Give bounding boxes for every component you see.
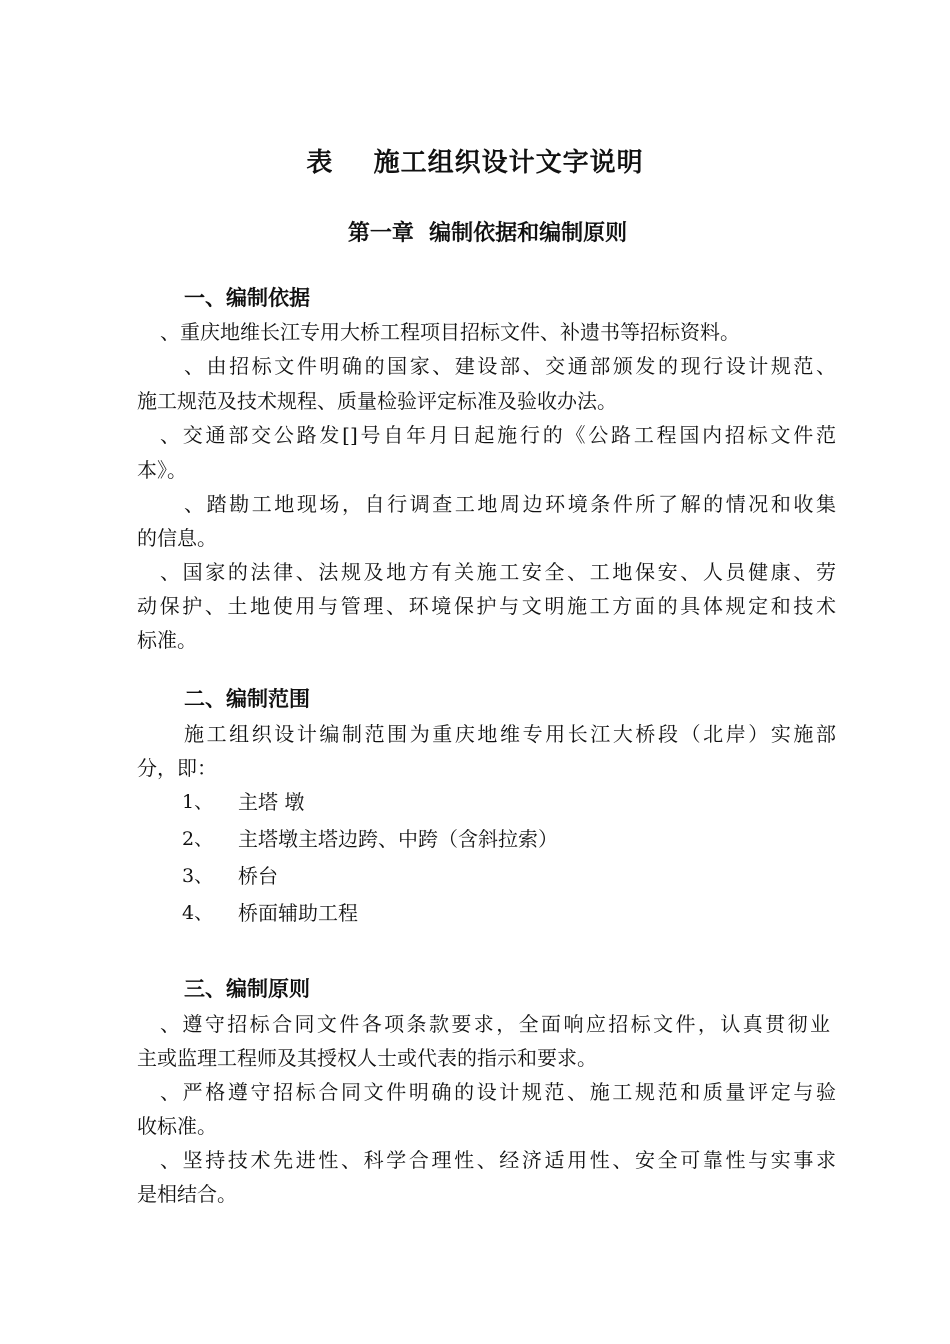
document-title: 表 施工组织设计文字说明 bbox=[306, 148, 644, 178]
section-heading-principles: 三、编制原则 bbox=[184, 976, 310, 1001]
scope-list-text: 桥台 bbox=[238, 864, 278, 888]
section-heading-basis: 一、编制依据 bbox=[184, 285, 310, 310]
scope-paragraph-line-1: 施工组织设计编制范围为重庆地维专用长江大桥段（北岸）实施部 bbox=[184, 722, 836, 746]
basis-paragraph-5-line-2: 动保护、土地使用与管理、环境保护与文明施工方面的具体规定和技术 bbox=[137, 594, 836, 618]
scope-list-number: 3、 bbox=[182, 865, 214, 887]
scope-paragraph-line-2: 分，即： bbox=[137, 756, 217, 780]
principles-paragraph-3-line-2: 是相结合。 bbox=[137, 1182, 237, 1206]
basis-paragraph-3-line-1: 、交通部交公路发[]号自年月日起施行的《公路工程国内招标文件范 bbox=[160, 423, 836, 447]
basis-paragraph-1-line-1: 、重庆地维长江专用大桥工程项目招标文件、补遗书等招标资料。 bbox=[160, 320, 740, 344]
principles-paragraph-1-line-2: 主或监理工程师及其授权人士或代表的指示和要求。 bbox=[137, 1046, 597, 1070]
principles-paragraph-3-line-1: 、坚持技术先进性、科学合理性、经济适用性、安全可靠性与实事求 bbox=[160, 1148, 836, 1172]
basis-paragraph-4-line-2: 的信息。 bbox=[137, 526, 217, 550]
chapter-heading: 第一章 编制依据和编制原则 bbox=[347, 220, 628, 246]
scope-list-number: 1、 bbox=[182, 791, 214, 813]
basis-paragraph-5-line-3: 标准。 bbox=[137, 628, 197, 652]
basis-paragraph-4-line-1: 、踏勘工地现场，自行调查工地周边环境条件所了解的情况和收集 bbox=[184, 492, 836, 516]
scope-list-number: 2、 bbox=[182, 828, 214, 850]
scope-list-text: 主塔墩主塔边跨、中跨（含斜拉索） bbox=[238, 827, 558, 851]
scope-list-text: 主塔 墩 bbox=[238, 790, 305, 814]
section-heading-scope: 二、编制范围 bbox=[184, 686, 310, 711]
principles-paragraph-1-line-1: 、遵守招标合同文件各项条款要求，全面响应招标文件，认真贯彻业 bbox=[160, 1012, 830, 1036]
basis-paragraph-3-line-2: 本》。 bbox=[137, 458, 187, 482]
scope-list-text: 桥面辅助工程 bbox=[238, 901, 358, 925]
principles-paragraph-2-line-2: 收标准。 bbox=[137, 1114, 217, 1138]
basis-paragraph-2-line-1: 、由招标文件明确的国家、建设部、交通部颁发的现行设计规范、 bbox=[184, 354, 836, 378]
principles-paragraph-2-line-1: 、严格遵守招标合同文件明确的设计规范、施工规范和质量评定与验 bbox=[160, 1080, 836, 1104]
scope-list-number: 4、 bbox=[182, 902, 214, 924]
basis-paragraph-2-line-2: 施工规范及技术规程、质量检验评定标准及验收办法。 bbox=[137, 389, 617, 413]
basis-paragraph-5-line-1: 、国家的法律、法规及地方有关施工安全、工地保安、人员健康、劳 bbox=[160, 560, 836, 584]
